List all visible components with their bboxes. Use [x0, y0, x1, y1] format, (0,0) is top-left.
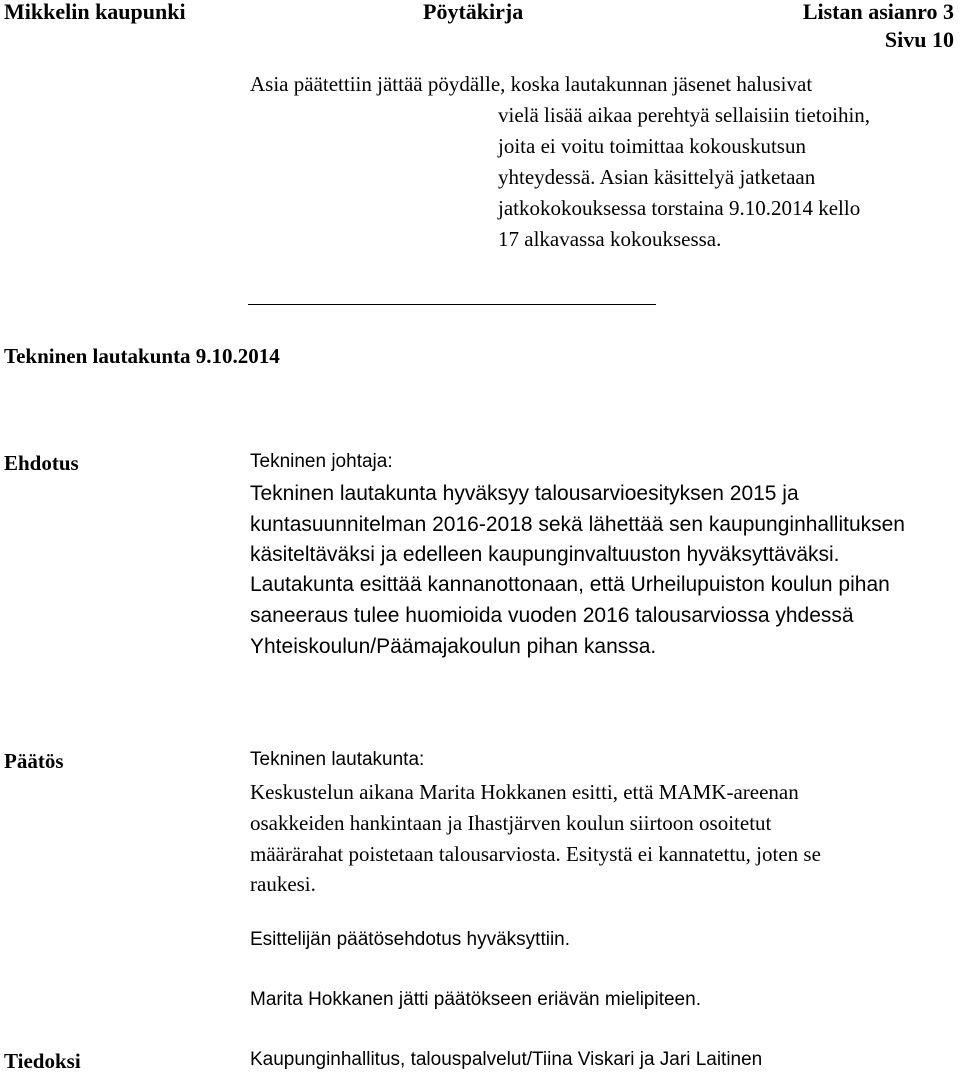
proposal-line: saneeraus tulee huomioida vuoden 2016 talousarviossa yhdessä — [250, 604, 854, 627]
intro-line: yhteydessä. Asian käsittelyä jatketaan — [498, 165, 816, 189]
intro-line: jatkokokouksessa torstaina 9.10.2014 kello — [498, 196, 861, 220]
decision-line: osakkeiden hankintaan ja Ihastjärven koulun siirtoon osoitetut — [250, 811, 772, 835]
section-heading: Tekninen lautakunta 9.10.2014 — [4, 344, 280, 368]
header-list-item: Listan asianro 3 — [802, 0, 954, 24]
decision-line: raukesi. — [250, 872, 316, 896]
decision-line: Keskustelun aikana Marita Hokkanen esitti, että MAMK-areenan — [250, 780, 799, 804]
separator-line — [248, 304, 656, 305]
decision-approved: Esittelijän päätösehdotus hyväksyttiin. — [250, 929, 571, 950]
proposal-line: kuntasuunnitelman 2016-2018 sekä lähettää sen kaupunginhallituksen — [250, 513, 905, 536]
proposal-line: Yhteiskoulun/Päämajakoulun pihan kanssa. — [250, 635, 657, 658]
info-recipients: Kaupunginhallitus, talouspalvelut/Tiina Viskari ja Jari Laitinen — [250, 1049, 763, 1070]
decision-dissent: Marita Hokkanen jätti päätökseen eriävän mielipiteen. — [250, 989, 701, 1010]
header-municipality: Mikkelin kaupunki — [4, 0, 186, 24]
proposal-label: Ehdotus — [4, 451, 79, 475]
intro-line: Asia päätettiin jättää pöydälle, koska lautakunnan jäsenet halusivat — [250, 72, 813, 96]
info-label: Tiedoksi — [4, 1049, 81, 1073]
intro-line: joita ei voitu toimittaa kokouskutsun — [498, 134, 806, 158]
intro-line: vielä lisää aikaa perehtyä sellaisiin tietoihin, — [498, 103, 871, 127]
decision-line: määrärahat poistetaan talousarviosta. Esitystä ei kannatettu, joten se — [250, 842, 821, 866]
decision-label: Päätös — [4, 749, 64, 773]
header-page-number: Sivu 10 — [884, 27, 954, 52]
proposal-line: Lautakunta esittää kannanottonaan, että Urheilupuiston koulun pihan — [250, 573, 890, 596]
proposal-line: Tekninen johtaja: — [250, 451, 393, 472]
proposal-line: käsiteltäväksi ja edelleen kaupunginvaltuuston hyväksyttäväksi. — [250, 543, 840, 566]
proposal-line: Tekninen lautakunta hyväksyy talousarvioesityksen 2015 ja — [250, 482, 799, 505]
intro-line: 17 alkavassa kokouksessa. — [498, 227, 722, 251]
header-doc-type: Pöytäkirja — [423, 0, 524, 24]
decision-line: Tekninen lautakunta: — [250, 749, 425, 770]
